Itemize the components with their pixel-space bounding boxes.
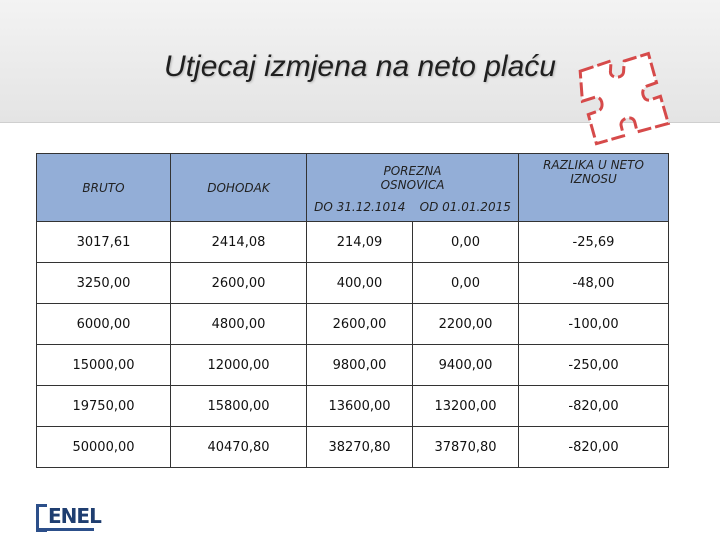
table-cell: -25,69 xyxy=(519,222,669,263)
table-cell: -820,00 xyxy=(519,427,669,468)
slide-title: Utjecaj izmjena na neto plaću xyxy=(164,50,556,83)
table-cell: 4800,00 xyxy=(171,304,307,345)
table-cell: 15000,00 xyxy=(37,345,171,386)
table-cell: 0,00 xyxy=(413,222,519,263)
table-row xyxy=(37,427,669,468)
table-cell: 0,00 xyxy=(413,263,519,304)
table-row xyxy=(37,386,669,427)
table-row xyxy=(37,222,669,263)
table-cell: 40470,80 xyxy=(171,427,307,468)
table-cell: 9400,00 xyxy=(413,345,519,386)
logo-text: ENEL xyxy=(48,504,101,528)
header-porezna-osnovica: POREZNA OSNOVICA xyxy=(307,154,519,193)
table-cell: 214,09 xyxy=(307,222,413,263)
enel-logo xyxy=(36,500,101,534)
table-cell: 19750,00 xyxy=(37,386,171,427)
header-od: OD 01.01.2015 xyxy=(413,192,519,222)
table-cell: 15800,00 xyxy=(171,386,307,427)
puzzle-piece-icon xyxy=(555,48,685,158)
table-cell: 2200,00 xyxy=(413,304,519,345)
table-cell: -48,00 xyxy=(519,263,669,304)
table-cell: 50000,00 xyxy=(37,427,171,468)
table-cell: 12000,00 xyxy=(171,345,307,386)
header-bruto: BRUTO xyxy=(37,154,171,222)
table-cell: 13200,00 xyxy=(413,386,519,427)
table-cell: 400,00 xyxy=(307,263,413,304)
table-cell: 37870,80 xyxy=(413,427,519,468)
table-row xyxy=(37,304,669,345)
table-cell: 9800,00 xyxy=(307,345,413,386)
salary-table xyxy=(36,153,669,468)
table-row xyxy=(37,263,669,304)
table-cell: -250,00 xyxy=(519,345,669,386)
table-cell: 3017,61 xyxy=(37,222,171,263)
table-cell: 2600,00 xyxy=(171,263,307,304)
table-header-row xyxy=(37,154,669,193)
header-razlika: RAZLIKA U NETO IZNOSU xyxy=(519,154,669,222)
header-dohodak: DOHODAK xyxy=(171,154,307,222)
table-cell: 2414,08 xyxy=(171,222,307,263)
table-cell: 38270,80 xyxy=(307,427,413,468)
table-cell: -820,00 xyxy=(519,386,669,427)
table-cell: 2600,00 xyxy=(307,304,413,345)
header-do: DO 31.12.1014 xyxy=(307,192,413,222)
table-cell: 13600,00 xyxy=(307,386,413,427)
logo-bar xyxy=(36,528,94,531)
table-cell: 6000,00 xyxy=(37,304,171,345)
table-row xyxy=(37,345,669,386)
table-cell: -100,00 xyxy=(519,304,669,345)
table-cell: 3250,00 xyxy=(37,263,171,304)
table-body xyxy=(37,222,669,468)
